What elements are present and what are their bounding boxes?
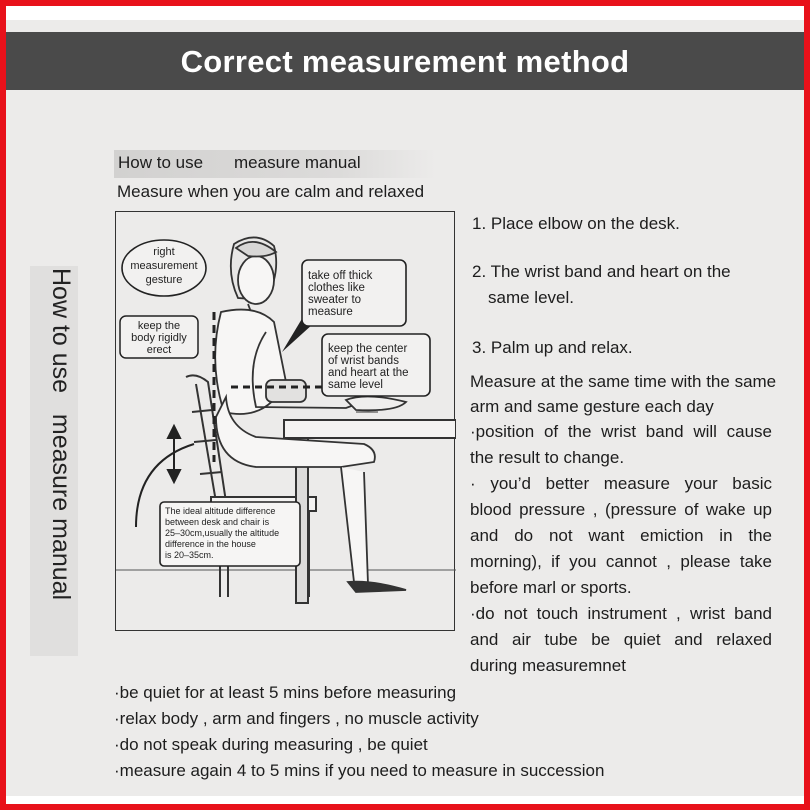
altitude-label-line: is 20–35cm. xyxy=(165,550,214,560)
side-label: How to use measure manual xyxy=(47,268,75,601)
note-line: ·do not touch instrument , wrist band xyxy=(470,604,772,623)
note-line: during measuremnet xyxy=(470,656,626,675)
rigid-label-line: body rigidly xyxy=(131,332,187,344)
step-2: 2. The wrist band and heart on the xyxy=(472,262,731,281)
title-bar xyxy=(6,32,804,90)
rigid-label-line: keep the xyxy=(137,320,181,332)
gesture-callout xyxy=(122,240,206,296)
step-3: 3. Palm up and relax. xyxy=(472,338,633,357)
note-line: the result to change. xyxy=(470,448,625,467)
note-line: arm and same gesture each day xyxy=(470,397,714,416)
step-1: 1. Place elbow on the desk. xyxy=(472,214,680,233)
altitude-label-line: between desk and chair is xyxy=(165,517,270,527)
note-line: and do not want emiction in the xyxy=(470,526,772,545)
sweater-label-line: clothes like xyxy=(308,282,365,294)
gesture-label-line: right xyxy=(153,246,175,258)
bottom-note: ·measure again 4 to 5 mins if you need to measure in succession xyxy=(114,761,605,780)
center-label-line: of wrist bands xyxy=(328,355,399,367)
altitude-callout xyxy=(160,502,300,566)
center-callout xyxy=(322,334,430,396)
bottom-note: ·relax body , arm and fingers , no muscle activity xyxy=(114,709,479,728)
sweater-label-line: measure xyxy=(308,306,353,318)
altitude-label-line: difference in the house xyxy=(165,539,256,549)
center-label-line: same level xyxy=(328,379,383,391)
bottom-note: ·be quiet for at least 5 mins before measuring xyxy=(114,683,457,702)
step-2-continued: same level. xyxy=(488,288,574,307)
sweater-label-line: sweater to xyxy=(308,294,362,306)
howto-label: How to use xyxy=(118,153,204,172)
note-line: morning), if you cannot , please take xyxy=(470,552,772,571)
sweater-callout xyxy=(302,260,406,326)
bottom-note: ·do not speak during measuring , be quiet xyxy=(114,735,428,754)
altitude-label-line: 25–30cm,usually the altitude xyxy=(165,528,280,538)
measure-manual-label: measure manual xyxy=(234,153,361,172)
note-line: before marl or sports. xyxy=(470,578,632,597)
center-label-line: keep the center xyxy=(328,343,408,355)
gesture-label-line: measurement xyxy=(130,260,198,272)
note-line: Measure at the same time with the same xyxy=(470,372,777,391)
sweater-label-line: take off thick xyxy=(308,270,373,282)
altitude-label-line: The ideal altitude difference xyxy=(165,506,276,516)
center-label-line: and heart at the xyxy=(328,367,409,379)
calm-instruction: Measure when you are calm and relaxed xyxy=(117,182,425,201)
note-line: blood pressure , (pressure of wake up xyxy=(470,500,772,519)
note-line: ·position of the wrist band will cause xyxy=(470,422,772,441)
posture-drawing xyxy=(116,212,456,632)
page-title: Correct measurement method xyxy=(180,44,630,79)
gesture-label-line: gesture xyxy=(145,274,183,286)
note-line: · you’d better measure your basic xyxy=(470,474,772,493)
note-line: and air tube be quiet and relaxed xyxy=(470,630,772,649)
posture-illustration xyxy=(115,211,455,631)
rigid-callout xyxy=(120,316,198,358)
rigid-label-line: erect xyxy=(146,344,172,356)
